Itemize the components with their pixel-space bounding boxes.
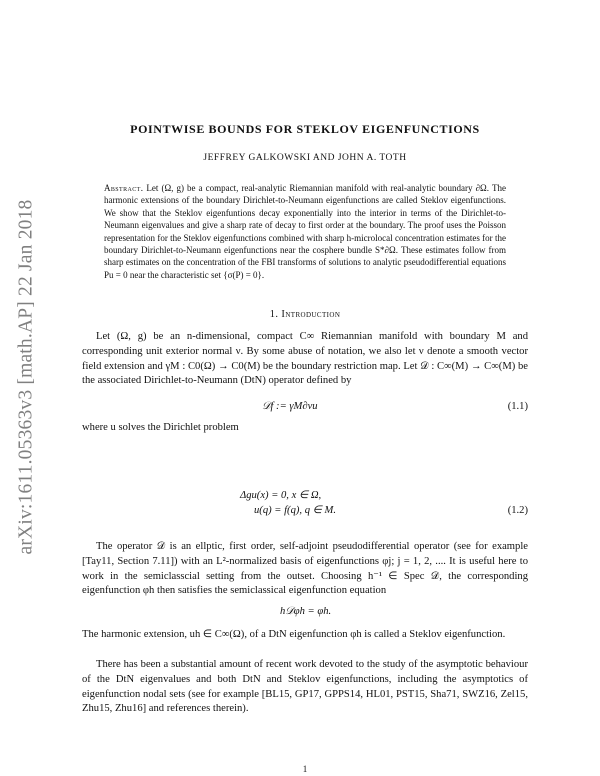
paragraph-literature: There has been a substantial amount of recent work devoted to the study of the asymptotic behaviour of the DtN eigenvalues and both DtN and Steklov eigenfunctions, including the asymptotics of eigenfunction nodal sets (see for example [BL15, GP17, GPPS14, HL01, PST15, Sha71, SWZ16, Zel15, Zhu15, Zhu16] and references therein).	[82, 659, 528, 715]
equation-1-2b-body: u(q) = f(q), q ∈ M.	[254, 505, 336, 516]
arxiv-identifier: arXiv:1611.05363v3 [math.AP] 22 Jan 2018	[15, 199, 36, 555]
paper-authors: JEFFREY GALKOWSKI AND JOHN A. TOTH	[203, 153, 407, 163]
equation-1-2a-body: Δgu(x) = 0, x ∈ Ω,	[240, 490, 322, 501]
abstract-label: Abstract.	[104, 183, 144, 193]
equation-1-2-line-2	[82, 503, 528, 519]
arxiv-stamp	[12, 183, 40, 571]
section-title: Introduction	[281, 309, 341, 320]
section-heading	[82, 309, 528, 320]
paragraph-intro: Let (Ω, g) be an n-dimensional, compact C∞ Riemannian manifold with boundary M and corresponding unit exterior normal ν. By some abuse of notation, we also let ν denote a smooth vector field extension and γM : C0(Ω) → C0(M) be the boundary restriction map. Let 𝒟 : C∞(M) → C∞(M) be the associated Dirichlet-to-Neumann (DtN) operator defined by	[82, 331, 528, 387]
abstract-body: Let (Ω, g) be a compact, real-analytic Riemannian manifold with real-analytic boundary ∂Ω. The harmonic extensions of the boundary Dirichlet-to-Neumann eigenfunctions are called Steklov eigenfunctions. We show that the Steklov eigenfuntions decay exponentially into the interior in terms of the Dirichlet-to-Neumann eigenvalues and give a sharp rate of decay to first order at the boundary. The proof uses the Poisson representation for the Steklov eigenfunctions combined with sharp h-microlocal concentration estimates for the boundary Dirichlet-to-Neumann eigenfunctions near the cosphere bundle S*∂Ω. These estimates follow from sharp estimates on the concentration of the FBI transforms of solutions to analytic pseudodifferential equations Pu = 0 near the characteristic set {σ(P) = 0}.	[104, 183, 506, 280]
equation-eigen	[82, 604, 528, 620]
paragraph-dirichlet: where u solves the Dirichlet problem	[82, 422, 239, 433]
equation-eigen-body: h𝒟φh = φh.	[280, 606, 332, 617]
section-number: 1.	[269, 309, 279, 320]
paper-title: POINTWISE BOUNDS FOR STEKLOV EIGENFUNCTIONS	[130, 122, 480, 136]
equation-1-1-number: (1.1)	[507, 401, 528, 412]
paper-page	[82, 0, 528, 776]
paragraph-harmonic-extension: The harmonic extension, uh ∈ C∞(Ω), of a DtN eigenfunction φh is called a Steklov eigenfunction.	[82, 629, 506, 640]
equation-1-1-body: 𝒟f := γM∂νu	[262, 401, 318, 412]
page-number: 1	[302, 764, 308, 774]
paragraph-operator: The operator 𝒟 is an ellptic, first order, self-adjoint pseudodifferential operator (see for example [Tay11, Section 7.11]) with an L²-normalized basis of eigenfunctions φj; j = 1, 2, .... It is useful here to work in the semiclasscial setting from the outset. Choosing h⁻¹ ∈ Spec 𝒟, the corresponding eigenfunction φh then satisfies the semiclassical eigenfunction equation	[82, 541, 528, 597]
equation-1-1	[82, 399, 528, 415]
equation-1-2-number: (1.2)	[507, 505, 528, 516]
equation-1-2-line-1	[82, 488, 528, 504]
abstract	[104, 182, 506, 281]
